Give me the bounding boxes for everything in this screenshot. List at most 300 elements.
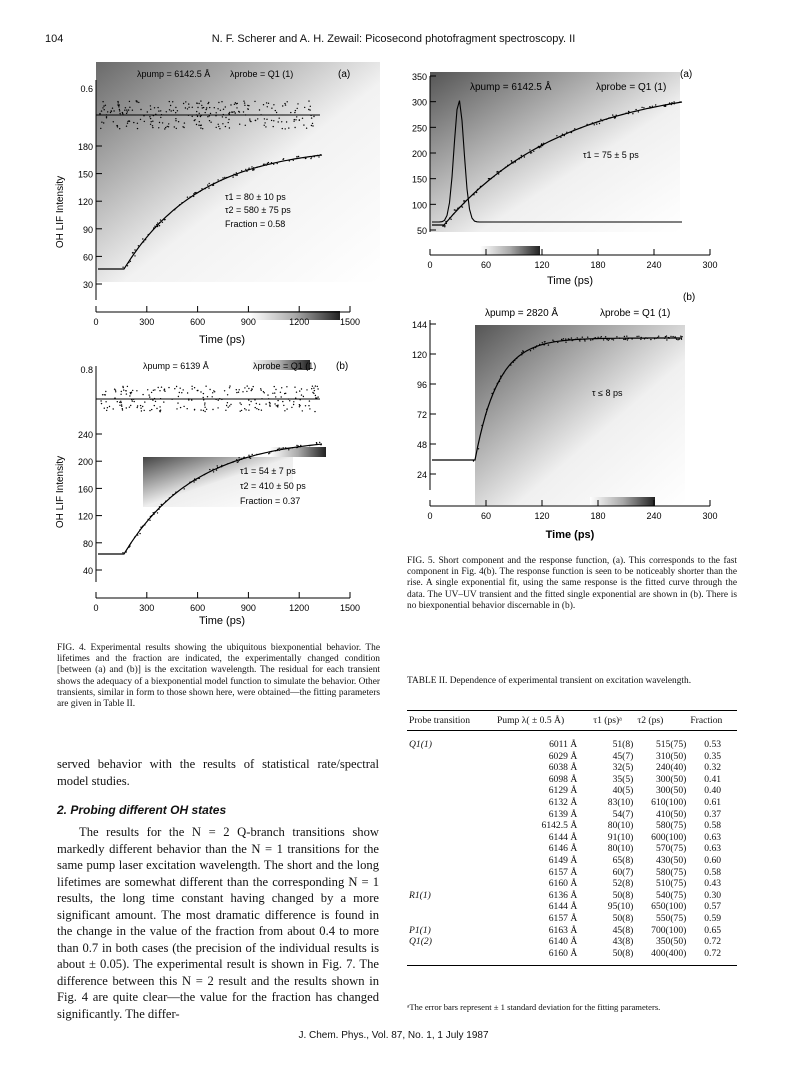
residual-point — [308, 405, 309, 406]
residual-point — [317, 388, 318, 389]
journal-footer: J. Chem. Phys., Vol. 87, No. 1, 1 July 1987 — [298, 1030, 489, 1041]
residual-point — [288, 127, 289, 128]
data-point — [594, 338, 595, 339]
data-point — [297, 447, 298, 448]
data-point — [652, 106, 653, 107]
data-point — [566, 132, 567, 133]
residual-point — [225, 117, 226, 118]
residual-point — [268, 103, 269, 104]
residual-point — [267, 394, 268, 395]
residual-point — [171, 399, 172, 400]
data-point — [631, 338, 632, 339]
residual-point — [174, 126, 175, 127]
residual-point — [284, 103, 285, 104]
residual-point — [122, 113, 123, 114]
data-point — [575, 339, 576, 340]
residual-point — [229, 387, 230, 388]
residual-point — [196, 103, 197, 104]
data-point — [548, 344, 549, 345]
residual-point — [121, 406, 122, 407]
residual-point — [231, 111, 232, 112]
residual-point — [315, 395, 316, 396]
data-point — [665, 104, 666, 105]
residual-point — [175, 120, 176, 121]
residual-point — [304, 107, 305, 108]
data-point — [227, 463, 228, 464]
data-point — [578, 339, 579, 340]
residual-point — [150, 124, 151, 125]
residual-point — [138, 102, 139, 103]
residual-point — [196, 124, 197, 125]
y-tick-label: 30 — [82, 280, 93, 290]
residual-point — [290, 112, 291, 113]
residual-point — [312, 392, 313, 393]
data-point — [127, 265, 128, 266]
data-point — [677, 339, 678, 340]
residual-point — [118, 106, 119, 107]
y-tick-label: 24 — [416, 470, 427, 480]
residual-point — [301, 388, 302, 389]
data-point — [169, 497, 170, 498]
table-row — [407, 751, 737, 763]
data-point — [481, 425, 482, 426]
residual-point — [120, 114, 121, 115]
data-point — [154, 512, 155, 513]
residual-point — [176, 128, 177, 129]
residual-point — [248, 410, 249, 411]
residual-point — [100, 128, 101, 129]
data-point — [279, 448, 280, 449]
residual-point — [299, 390, 300, 391]
column-header: Pump λ( ± 0.5 Å) — [495, 711, 591, 731]
data-point — [201, 188, 202, 189]
residual-point — [191, 399, 192, 400]
residual-point — [216, 127, 217, 128]
data-point — [157, 224, 158, 225]
data-point — [579, 340, 580, 341]
residual-point — [261, 390, 262, 391]
residual-point — [273, 126, 274, 127]
residual-point — [178, 121, 179, 122]
residual-point — [198, 103, 199, 104]
residual-point — [209, 115, 210, 116]
table-cell: 410(50) — [655, 808, 687, 820]
data-point — [539, 344, 540, 345]
table-row — [407, 762, 737, 774]
residual-point — [158, 110, 159, 111]
residual-point — [241, 404, 242, 405]
table-cell: 0.60 — [704, 854, 722, 866]
data-point — [277, 163, 278, 164]
residual-point — [212, 409, 213, 410]
data-point — [288, 449, 289, 450]
data-point — [238, 461, 239, 462]
residual-point — [286, 386, 287, 387]
data-point — [533, 348, 534, 349]
residual-point — [121, 391, 122, 392]
data-point — [635, 109, 636, 110]
x-tick-label: 1500 — [339, 317, 361, 327]
table-cell: 0.53 — [704, 739, 722, 750]
tau1-label: τ1 = 54 ± 7 ps — [240, 466, 296, 476]
table-cell: 50(8) — [612, 912, 634, 924]
residual-point — [156, 408, 157, 409]
residual-point — [159, 406, 160, 407]
data-point — [524, 156, 525, 157]
table-cell: Q1(2) — [409, 936, 432, 948]
residual-point — [316, 398, 317, 399]
residual-point — [311, 388, 312, 389]
residual-point — [160, 117, 161, 118]
data-point — [256, 454, 257, 455]
data-point — [149, 520, 150, 521]
table-cell: 6149 Å — [548, 854, 578, 866]
data-point — [521, 352, 522, 353]
data-point — [590, 339, 591, 340]
residual-point — [201, 125, 202, 126]
residual-point — [260, 388, 261, 389]
residual-point — [125, 390, 126, 391]
data-point — [671, 102, 672, 103]
residual-point — [314, 390, 315, 391]
residual-point — [203, 410, 204, 411]
residual-point — [106, 114, 107, 115]
data-point — [533, 151, 534, 152]
residual-point — [227, 394, 228, 395]
table-cell: 50(8) — [612, 889, 634, 901]
x-tick-label: 1500 — [339, 603, 361, 613]
data-point — [300, 446, 301, 447]
data-point — [664, 338, 665, 339]
residual-point — [272, 393, 273, 394]
data-point — [560, 137, 561, 138]
scan-shading — [96, 62, 380, 282]
residual-point — [194, 387, 195, 388]
data-point — [499, 381, 500, 382]
table-cell: 0.30 — [704, 889, 722, 901]
residual-point — [263, 104, 264, 105]
y-tick-label: 40 — [82, 566, 93, 576]
x-tick-label: 300 — [702, 260, 718, 270]
residual-point — [295, 119, 296, 120]
data-point — [305, 158, 306, 159]
table-cell: 52(8) — [612, 878, 634, 890]
residual-point — [170, 105, 171, 106]
residual-point — [119, 405, 120, 406]
data-point — [579, 339, 580, 340]
data-point — [239, 460, 240, 461]
residual-point — [166, 111, 167, 112]
residual-point — [309, 400, 310, 401]
table-cell: 6144 Å — [548, 901, 578, 913]
residual-point — [105, 105, 106, 106]
y-axis-label: OH LIF Intensity — [55, 175, 66, 249]
residual-point — [235, 112, 236, 113]
residual-point — [115, 391, 116, 392]
pump-label: λpump = 6139 Å — [143, 361, 209, 371]
x-tick-label: 240 — [646, 260, 662, 270]
residual-point — [257, 118, 258, 119]
residual-point — [197, 116, 198, 117]
residual-point — [114, 397, 115, 398]
residual-point — [249, 404, 250, 405]
residual-point — [303, 396, 304, 397]
residual-point — [219, 128, 220, 129]
data-point — [271, 451, 272, 452]
residual-point — [141, 410, 142, 411]
residual-point — [149, 116, 150, 117]
data-point — [209, 183, 210, 184]
data-point — [600, 337, 601, 338]
residual-point — [228, 119, 229, 120]
residual-point — [234, 104, 235, 105]
column-header: Probe transition — [407, 711, 495, 731]
data-point — [249, 457, 250, 458]
residual-point — [309, 408, 310, 409]
y-tick-label: 60 — [82, 252, 93, 263]
data-point — [514, 161, 515, 162]
table-cell: 91(10) — [607, 831, 634, 843]
residual-point — [205, 386, 206, 387]
table-row — [407, 797, 737, 809]
residual-point — [297, 108, 298, 109]
data-point — [540, 146, 541, 147]
residual-point — [120, 401, 121, 402]
residual-point — [210, 122, 211, 123]
section-heading: 2. Probing different OH states — [57, 803, 227, 817]
data-point — [654, 338, 655, 339]
residual-point — [230, 404, 231, 405]
residual-point — [183, 406, 184, 407]
data-point — [246, 171, 247, 172]
data-point — [275, 450, 276, 451]
data-point — [565, 342, 566, 343]
residual-point — [176, 386, 177, 387]
residual-point — [265, 126, 266, 127]
residual-point — [218, 400, 219, 401]
data-point — [233, 174, 234, 175]
residual-point — [228, 407, 229, 408]
residual-point — [105, 401, 106, 402]
data-point — [317, 155, 318, 156]
table-cell — [407, 820, 495, 832]
data-point — [268, 162, 269, 163]
residual-point — [201, 115, 202, 116]
residual-point — [207, 103, 208, 104]
data-point — [675, 337, 676, 338]
table-cell: 6157 Å — [548, 912, 578, 924]
residual-point — [187, 408, 188, 409]
data-point — [476, 192, 477, 193]
residual-point — [310, 115, 311, 116]
residual-point — [229, 385, 230, 386]
data-point — [165, 501, 166, 502]
data-point — [602, 120, 603, 121]
data-point — [498, 173, 499, 174]
data-point — [298, 445, 299, 446]
y-tick-label: 240 — [77, 430, 93, 440]
table-cell: 6098 Å — [548, 773, 578, 785]
residual-point — [244, 387, 245, 388]
residual-point — [302, 118, 303, 119]
residual-point — [212, 396, 213, 397]
residual-point — [299, 406, 300, 407]
residual-point — [178, 396, 179, 397]
data-point — [216, 469, 217, 470]
table-cell: 0.58 — [704, 820, 722, 832]
table-cell: 580(75) — [655, 820, 687, 832]
data-point — [164, 219, 165, 220]
residual-point — [168, 123, 169, 124]
tau-label: τ ≤ 8 ps — [592, 388, 623, 398]
data-point — [157, 226, 158, 227]
residual-point — [277, 405, 278, 406]
data-point — [572, 340, 573, 341]
table-cell — [407, 867, 495, 879]
data-point — [195, 480, 196, 481]
table-cell: 700(100) — [651, 924, 687, 936]
residual-point — [140, 119, 141, 120]
residual-point — [279, 118, 280, 119]
residual-point — [143, 115, 144, 116]
data-point — [237, 174, 238, 175]
data-point — [172, 494, 173, 495]
residual-point — [280, 392, 281, 393]
data-point — [530, 350, 531, 351]
residual-point — [209, 107, 210, 108]
data-point — [160, 219, 161, 220]
probe-label: λprobe = Q1 (1) — [596, 82, 667, 93]
residual-point — [137, 407, 138, 408]
data-point — [243, 457, 244, 458]
residual-point — [199, 113, 200, 114]
residual-point — [214, 107, 215, 108]
residual-point — [136, 100, 137, 101]
table-cell: 310(50) — [655, 750, 687, 762]
tau1-label: τ1 = 80 ± 10 ps — [225, 192, 286, 202]
residual-point — [158, 127, 159, 128]
residual-point — [226, 405, 227, 406]
data-point — [232, 461, 233, 462]
residual-point — [102, 107, 103, 108]
table-cell: 550(75) — [655, 912, 687, 924]
data-point — [273, 164, 274, 165]
residual-point — [192, 116, 193, 117]
table-cell: 0.37 — [704, 808, 722, 820]
residual-point — [314, 411, 315, 412]
data-point — [674, 103, 675, 104]
data-point — [641, 107, 642, 108]
residual-point — [239, 111, 240, 112]
page-number: 104 — [45, 33, 64, 45]
data-point — [570, 132, 571, 133]
residual-point — [248, 399, 249, 400]
table-header-row — [407, 711, 737, 731]
table-row — [407, 913, 737, 925]
table-cell: 6011 Å — [549, 739, 578, 750]
y-tick-label: 0.8 — [80, 365, 93, 375]
residual-point — [107, 111, 108, 112]
residual-point — [273, 120, 274, 121]
data-point — [668, 338, 669, 339]
data-point — [252, 454, 253, 455]
table-cell — [407, 855, 495, 867]
data-point — [513, 362, 514, 363]
residual-point — [129, 107, 130, 108]
y-tick-label: 180 — [77, 142, 93, 152]
residual-point — [271, 108, 272, 109]
data-point — [212, 185, 213, 186]
data-point — [217, 179, 218, 180]
residual-point — [269, 403, 270, 404]
residual-point — [306, 389, 307, 390]
residual-point — [165, 127, 166, 128]
residual-point — [158, 387, 159, 388]
residual-point — [222, 116, 223, 117]
residual-point — [203, 393, 204, 394]
table-cell: 0.41 — [704, 773, 722, 785]
residual-point — [163, 401, 164, 402]
residual-point — [164, 391, 165, 392]
residual-point — [154, 389, 155, 390]
table-row — [407, 878, 737, 890]
y-tick-label: 72 — [416, 410, 427, 420]
residual-point — [183, 389, 184, 390]
table-cell: 80(10) — [607, 820, 634, 832]
residual-point — [185, 107, 186, 108]
residual-point — [194, 120, 195, 121]
data-point — [531, 152, 532, 153]
data-point — [647, 338, 648, 339]
data-point — [535, 347, 536, 348]
residual-point — [200, 127, 201, 128]
body-paragraph: The results for the N = 2 Q-branch transitions show markedly different behavior than the N = 1 transitions for the same pump laser excitation wavelength. The short and the long lifetimes are somewhat different than the corresponding N = 1 results, the long time constant having changed by a more significant amount. The most dramatic difference is found in the change in the value of the fraction from about 0.4 to more than 0.7 in both cases (the precision of the individual results is about ± 0.05). The experimental result is shown in Fig. 7. The difference between this N = 2 result and the results shown in Fig. 4 are quite clear—the value for the fraction has changed significantly. The differ- — [57, 825, 379, 1021]
residual-point — [271, 120, 272, 121]
data-point — [679, 339, 680, 340]
residual-point — [104, 109, 105, 110]
residual-point — [194, 409, 195, 410]
residual-point — [291, 407, 292, 408]
y-tick-label: 160 — [77, 484, 93, 495]
y-tick-label: 120 — [77, 511, 93, 522]
fraction-label: Fraction = 0.58 — [225, 219, 286, 229]
data-point — [599, 123, 600, 124]
table-cell: 650(100) — [651, 901, 687, 913]
data-point — [212, 469, 213, 470]
residual-point — [137, 123, 138, 124]
data-point — [266, 164, 267, 165]
residual-point — [250, 401, 251, 402]
data-point — [563, 338, 564, 339]
residual-point — [266, 102, 267, 103]
table-cell: 6038 Å — [548, 762, 578, 774]
data-point — [220, 180, 221, 181]
data-point — [454, 209, 455, 210]
table-cell — [407, 948, 495, 966]
x-tick-label: 0 — [427, 260, 433, 270]
data-point — [650, 339, 651, 340]
residual-point — [122, 386, 123, 387]
table-cell: 6160 Å — [548, 878, 578, 890]
residual-point — [306, 128, 307, 129]
residual-point — [130, 392, 131, 393]
panel-label: (b) — [683, 292, 696, 303]
residual-point — [126, 126, 127, 127]
data-point — [511, 161, 512, 162]
data-point — [213, 183, 214, 184]
data-point — [491, 178, 492, 179]
residual-point — [181, 392, 182, 393]
